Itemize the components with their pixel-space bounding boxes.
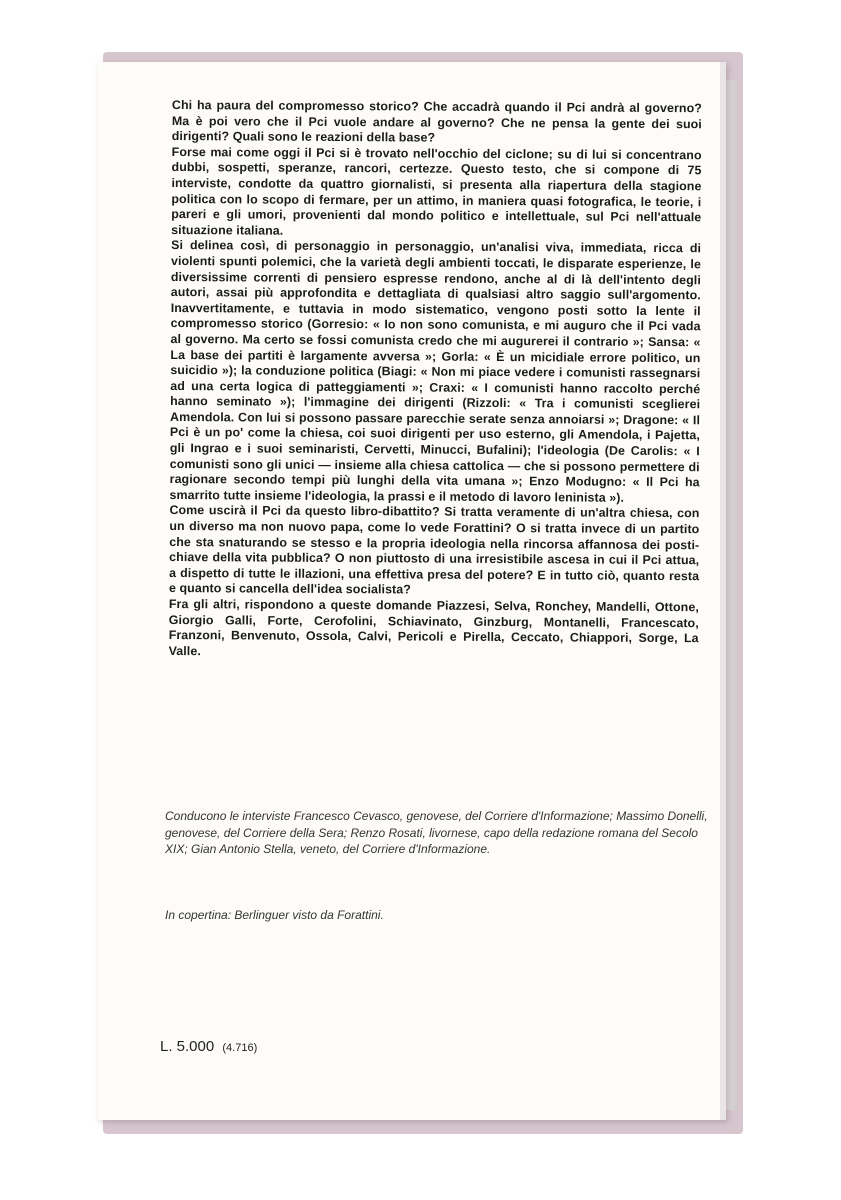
blurb-paragraph: Si delinea così, di personaggio in personaggio, un'analisi viva, immediata, ricca di violenti spunti polemici, che la varietà degli ambienti toccati, le disparate esperienze, le diversissime correnti di pensiero espresse rendono, anche al di là dell'intento degli autori, assai più approfondita e dettagliata di qualsiasi altro saggio sull'argomento. Inavvertitamente, e tuttavia in modo sistematico, vengono posti sotto la lente il compromesso storico (Gorresio: « Io non sono comunista, e mi auguro che il Pci vada al governo. Ma certo se fossi comunista credo che mi augurerei il contrario »; Sansa: « La base dei partiti è largamente avversa »; Gorla: « È un micidiale errore politico, un suicidio »); la conduzione politica (Biagi: « Non mi piace vedere i comunisti rassegnarsi ad una certa logica di patteggiamenti »; Craxi: « I comunisti hanno raccolto perché hanno seminato »); l'immagine dei dirigenti (Rizzoli: « Tra i comunisti sceglierei Amendola. Con lui si possono passare parecchie serate senza annoiarsi »; Dragone: « Il Pci è un po' come la chiesa, coi suoi dirigenti per uso esterno, gli Amendola, i Pajetta, gli Ingrao e i suoi seminaristi, Cervetti, Minucci, Bufalini); l'ideologia (De Carolis: « I comunisti sono gli unici — insieme alla chiesa cattolica — che si possono permettere di ragionare secondo tempi più lunghi della vita umana »; Enzo Modugno: « Il Pci ha smarrito tutte insieme l'ideologia, la prassi e il metodo di lavoro leninista »). <box>169 238 702 505</box>
price-main: L. 5.000 <box>160 1038 215 1055</box>
price-sub: (4.716) <box>222 1042 258 1054</box>
blurb-text <box>169 98 702 663</box>
blurb-paragraph: Come uscirà il Pci da questo libro-dibattito? Si tratta veramente di un'altra chiesa, con un diverso ma non nuovo papa, come lo vede Forattini? O si tratta invece di un partito che sta snaturando se stesso e la propria ideologia nella rincorsa affannosa dei posti-chiave della vita pubblica? O non piuttosto di una irresistibile ascesa in cui il Pci attua, a dispetto di tutte le illazioni, una effettiva presa del potere? E in tutto ciò, quanto resta e quanto si cancella dell'idea socialista? <box>168 503 700 597</box>
cover-illustration-note: In copertina: Berlinguer visto da Forattini. <box>165 908 384 922</box>
blurb-paragraph: Fra gli altri, rispondono a queste domande Piazzesi, Selva, Ronchey, Mandelli, Ottone, Giorgio Galli, Forte, Cerofolini, Schiavinato, Ginzburg, Montanelli, Francescato, Franzoni, Benvenuto, Ossola, Calvi, Pericoli e Pirella, Ceccato, Chiappori, Sorge, La Valle. <box>168 596 699 658</box>
interviewer-credits <box>165 808 710 858</box>
credits-text: Conducono le interviste Francesco Cevasco, genovese, del Corriere d'Informazione; Massimo Donelli, genovese, del Corriere della Sera; Renzo Rosati, livornese, capo della redazione romana del Secolo XIX; Gian Antonio Stella, veneto, del Corriere d'Informazione. <box>165 809 708 856</box>
price-tag <box>160 1038 257 1055</box>
blurb-paragraph: Chi ha paura del compromesso storico? Che accadrà quando il Pci andrà al governo? Ma è poi vero che il Pci vuole andare al governo? Che ne pensa la gente dei suoi dirigenti? Quali sono le reazioni della base? <box>171 98 702 145</box>
blurb-paragraph: Forse mai come oggi il Pci si è trovato nell'occhio del ciclone; su di lui si concentrano dubbi, sospetti, speranze, rancori, certezze. Questo testo, che si compone di 75 interviste, condotte da quattro giornalisti, si presenta alla riapertura della stagione politica con lo scopo di fermare, per un attimo, in maniera quasi fotografica, le teorie, i pareri e gli umori, provenienti dal mondo politico e intellettuale, sul Pci nell'attuale situazione italiana. <box>171 144 702 238</box>
